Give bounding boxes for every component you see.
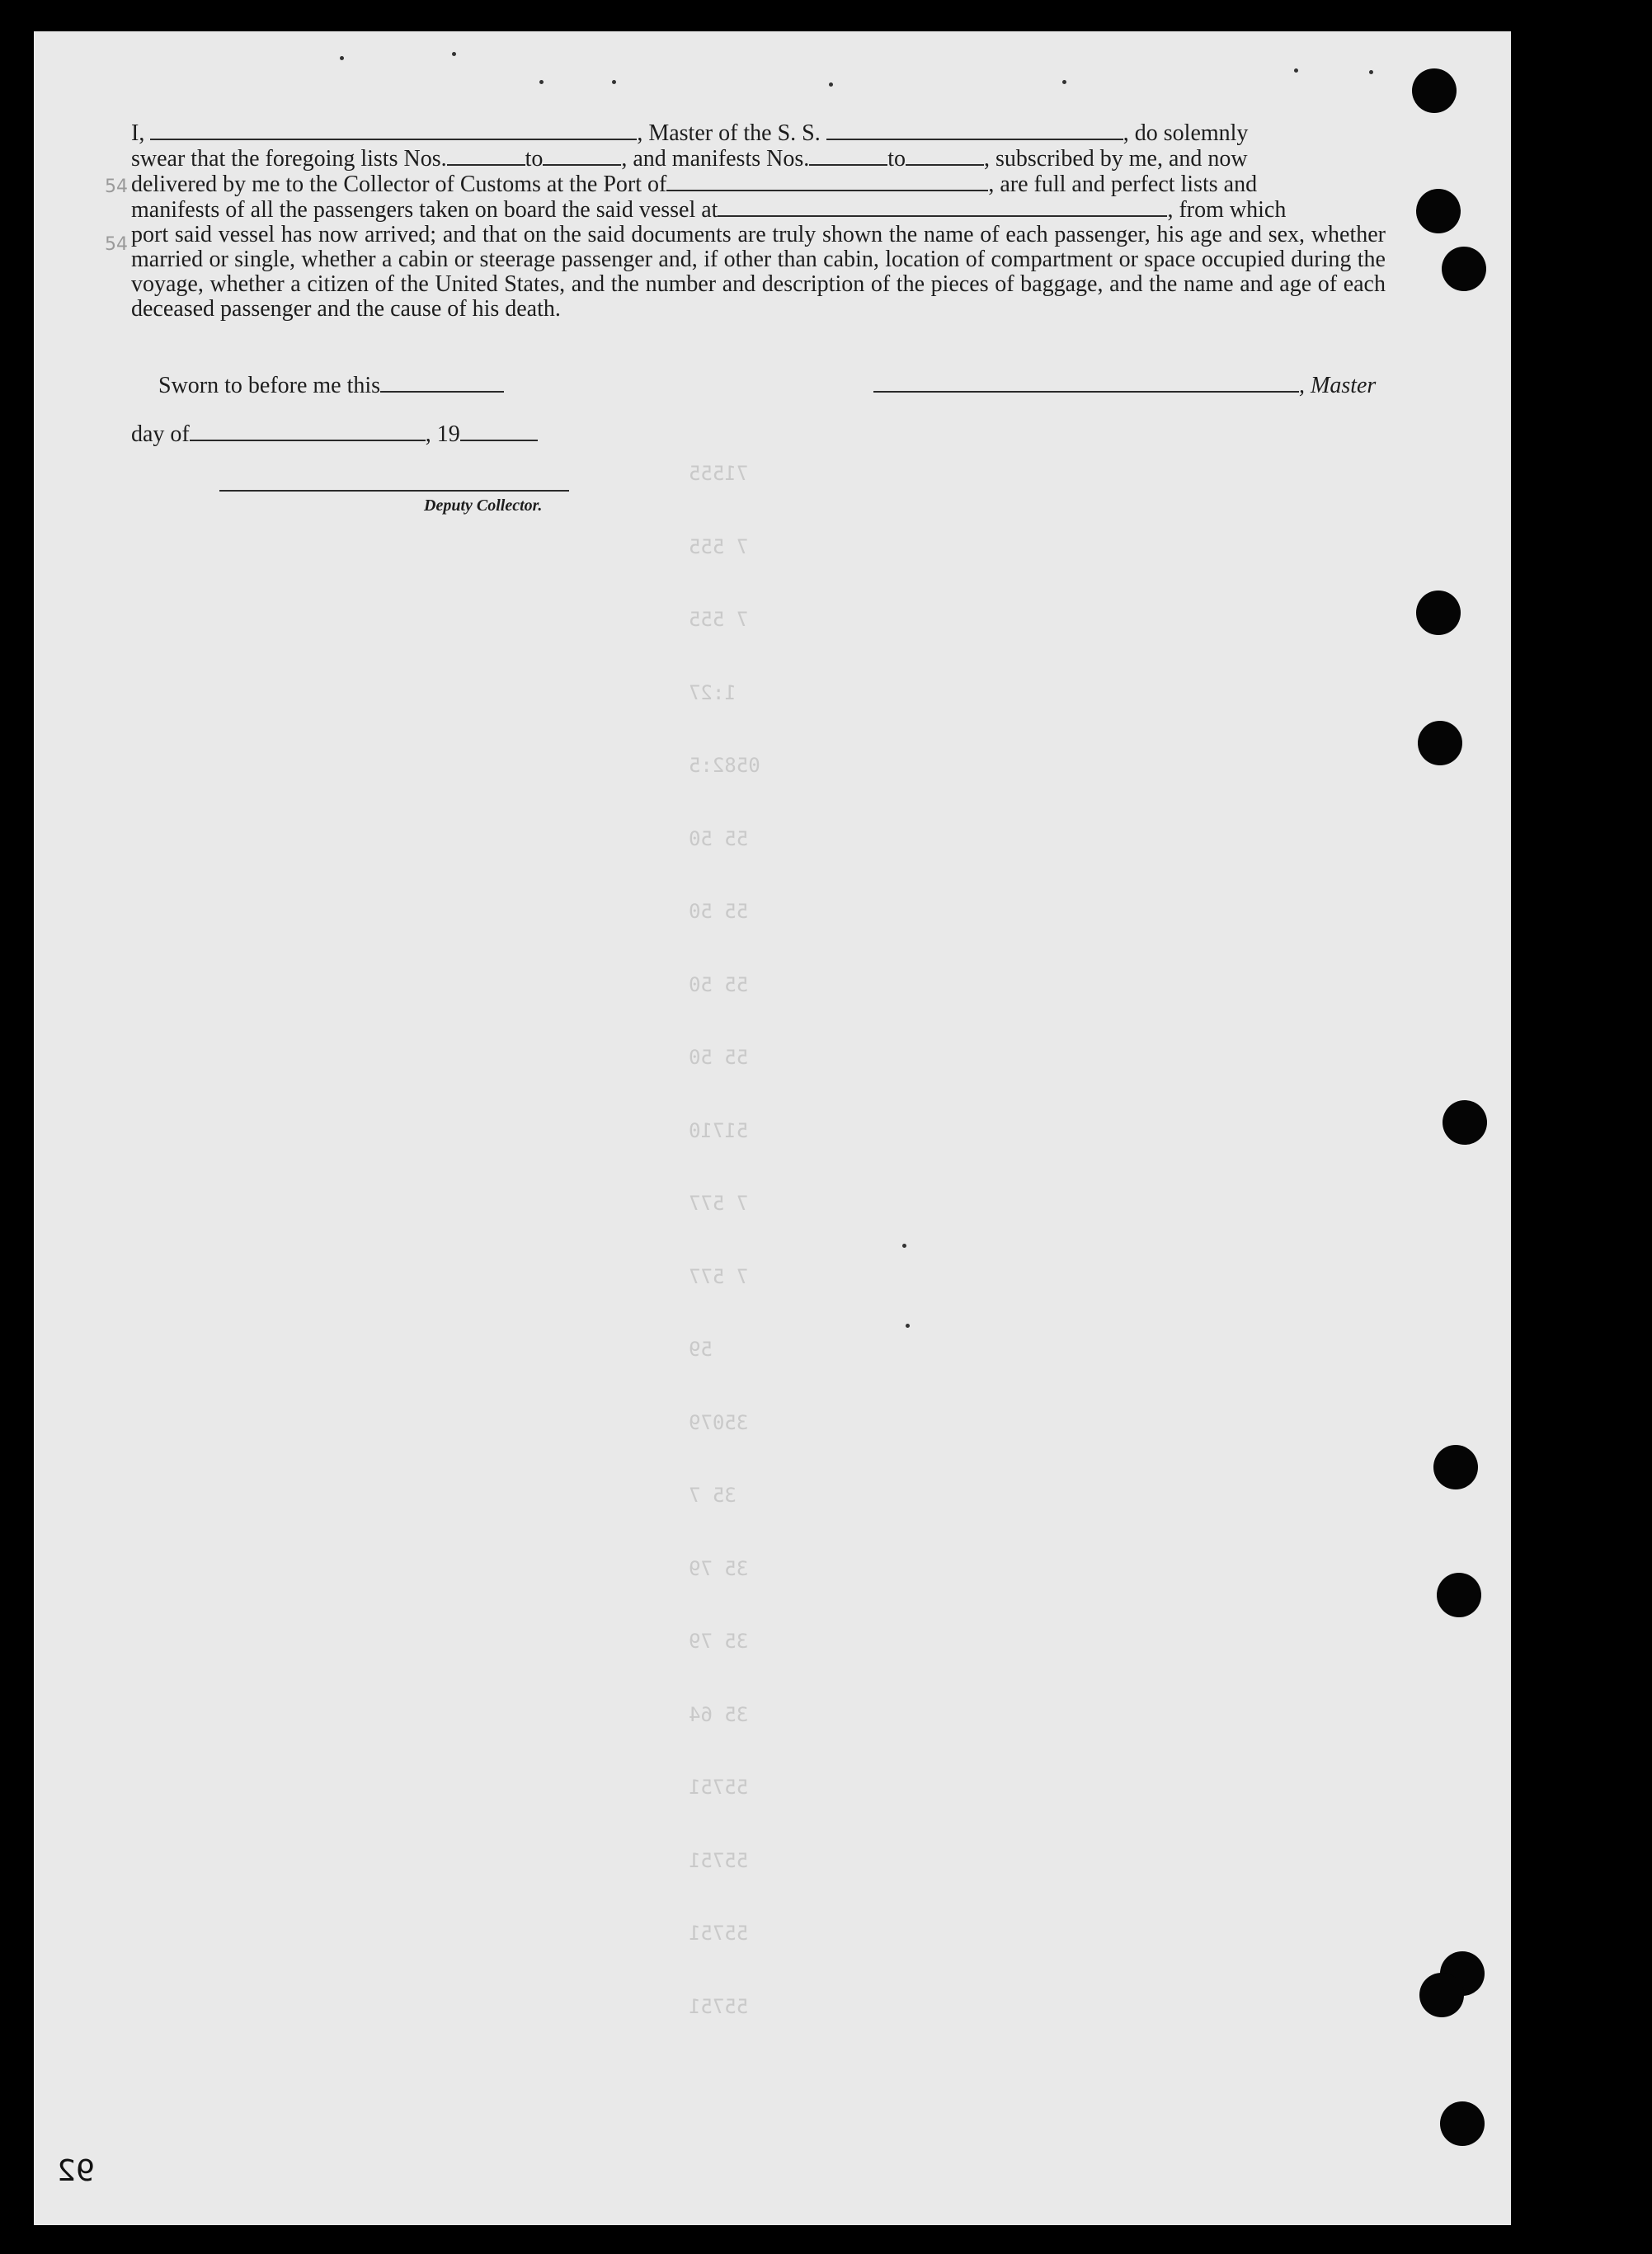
oath-full-perfect: , are full and perfect lists and <box>988 172 1258 197</box>
list-to-blank <box>543 146 621 166</box>
bleed-through-line: 55751 <box>689 1848 749 1872</box>
speck <box>539 80 544 84</box>
punch-hole <box>1433 1445 1478 1489</box>
manifest-to-blank <box>906 146 984 166</box>
bleed-through-line: 35 79 <box>689 1556 749 1580</box>
manifest-from-blank <box>809 146 887 166</box>
speck <box>452 52 456 56</box>
speck <box>829 82 833 87</box>
day-of-label: day of <box>131 421 190 447</box>
master-name-blank <box>150 120 637 140</box>
manifest-sheet <box>34 31 1511 2225</box>
list-from-blank <box>447 146 525 166</box>
sworn-label: Sworn to before me this <box>158 373 381 398</box>
bleed-through-line: 59 <box>689 1338 713 1361</box>
oath-manifests-all: manifests of all the passengers taken on board the said vessel at <box>131 197 718 223</box>
speck <box>340 56 344 60</box>
bleed-through-line: 7 577 <box>689 1192 749 1215</box>
bleed-through-line: 35079 <box>689 1410 749 1434</box>
speck <box>902 1244 906 1248</box>
oath-delivered: delivered by me to the Collector of Customs at the Port of <box>131 172 667 197</box>
oath-from-which: , from which <box>1167 197 1287 223</box>
vessel-name-blank <box>826 120 1123 140</box>
bleed-through-line: 35 79 <box>689 1630 749 1653</box>
master-signature-line <box>873 373 1376 399</box>
speck <box>1369 70 1373 74</box>
punch-hole <box>1418 721 1462 765</box>
punch-hole <box>1416 591 1461 635</box>
deputy-collector-signature-line <box>219 490 569 492</box>
bleed-through-line: 7 577 <box>689 1264 749 1288</box>
bleed-through-line: 55 50 <box>689 1046 749 1069</box>
speck <box>1294 68 1298 73</box>
punch-hole <box>1440 2101 1485 2146</box>
oath-to2: to <box>887 146 906 172</box>
bleed-through-line: 55 50 <box>689 900 749 923</box>
embark-port-blank <box>718 197 1167 217</box>
bleed-through-line: 51710 <box>689 1118 749 1142</box>
punch-hole <box>1437 1573 1481 1617</box>
oath-manifests: , and manifests Nos. <box>621 146 810 172</box>
bleed-through-line: 55751 <box>689 1776 749 1799</box>
bleed-through-line: 55 50 <box>689 972 749 996</box>
punch-hole <box>1416 189 1461 233</box>
bleed-through-line: 35 64 <box>689 1702 749 1726</box>
speck <box>612 80 616 84</box>
sworn-date-blank <box>380 373 504 393</box>
bleed-through-line: 35 7 <box>689 1484 737 1507</box>
punch-hole <box>1412 68 1457 113</box>
day-month-blank <box>190 421 426 441</box>
bleed-through-line: 0582:5 <box>689 754 760 777</box>
speck <box>906 1324 910 1328</box>
year-prefix: , 19 <box>425 421 460 447</box>
oath-body: port said vessel has now arrived; and that on the said documents are truly shown the name of each passenger, his age and sex, whether married or single, whether a cabin or steerage passenger and, if other than cabin, location of compartment or space occupied during the voyage, whether a citizen of the United States, and the number and description of the pieces of baggage, and the name and age of each deceased passenger and the cause of his death. <box>131 222 1386 322</box>
bleed-through-line: 55751 <box>689 1994 749 2018</box>
corner-page-number: 92 <box>57 2154 95 2188</box>
speck <box>1062 80 1066 84</box>
oath-do-solemnly: , do solemnly <box>1123 120 1249 146</box>
punch-hole <box>1443 1100 1487 1145</box>
day-of-line <box>131 421 538 448</box>
deputy-collector-label: Deputy Collector. <box>424 496 543 515</box>
oath-swear: swear that the foregoing lists Nos. <box>131 146 447 172</box>
bleed-through-line: 71555 <box>689 462 749 485</box>
punch-hole <box>1442 247 1486 291</box>
port-blank <box>666 172 988 191</box>
oath-master-of-ss: , Master of the S. S. <box>637 120 821 146</box>
oath-paragraph <box>131 120 1386 322</box>
margin-mark-1: 54 <box>105 176 128 197</box>
master-signature-blank <box>873 373 1299 393</box>
bleed-through-line: 7 555 <box>689 534 749 558</box>
punch-hole <box>1419 1973 1464 2017</box>
margin-mark-2: 54 <box>105 234 128 255</box>
year-blank <box>460 421 538 441</box>
bleed-through-line: 7 555 <box>689 608 749 631</box>
oath-subscribed: , subscribed by me, and now <box>984 146 1248 172</box>
bleed-through-line: 55751 <box>689 1922 749 1945</box>
bleed-through-line: 55 50 <box>689 826 749 850</box>
oath-to: to <box>525 146 544 172</box>
sworn-line <box>158 373 504 399</box>
master-label: , Master <box>1299 373 1377 398</box>
oath-i: I, <box>131 120 145 146</box>
bleed-through-line: 1:27 <box>689 680 737 704</box>
